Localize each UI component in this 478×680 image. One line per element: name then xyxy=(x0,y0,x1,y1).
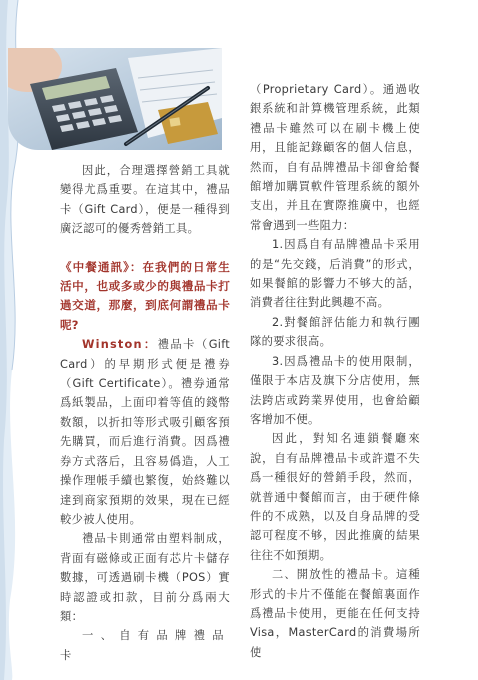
paragraph: （Proprietary Card）。通過收銀系統和計算機管理系統，此類禮品卡雖然可以在刷卡機上使用，且能記錄顧客的個人信息，然而，自有品牌禮品卡卻會給餐館增加購買軟件管理系統的額外支出，并且在實際推廣中，也經常會遇到一些阻力： xyxy=(250,83,420,232)
paragraph: 因此，對知名連鎖餐廳來說，自有品牌禮品卡或許還不失爲一種很好的營銷手段，然而，就普通中餐館而言，由于硬件條件的不成熟，以及自身品牌的受認可程度不够，因此推廣的結果往往不如預期。 xyxy=(250,432,420,562)
answer-text: 禮品卡（Gift Card）的早期形式便是禮券（Gift Certificate）。禮券通常爲紙製品，上面印着等值的錢幣数額，以折扣等形式吸引顧客預先購買，而后進行消費。因爲禮券方式落后，且容易僞造，人工操作理帳手續也繁復，始終難以達到商家預期的效果，現在已經較少被人使用。 xyxy=(60,338,230,526)
list-item: 3.因爲禮品卡的使用限制，僅限于本店及旗下分店使用，無法跨店或跨業界使用，也會給顧客增加不便。 xyxy=(250,354,420,426)
paragraph: 二、開放性的禮品卡。這種形式的卡片不僅能在餐館裏面作爲禮品卡使用，更能在任何支持Visa，MasterCard的消費場所使 xyxy=(250,568,420,659)
calculator-photo-graphic xyxy=(8,48,222,150)
interview-answer xyxy=(60,335,230,529)
paragraph: 因此，合理選擇營銷工具就變得尤爲重要。在這其中，禮品卡（Gift Card），便是一種得到廣泛認可的優秀營銷工具。 xyxy=(60,164,230,236)
section-heading: 一、自有品牌禮品卡 xyxy=(60,629,230,662)
interview-question: 《中餐通訊》：在我們的日常生活中，也或多或少的與禮品卡打過交道，那麼，到底何謂禮品卡呢? xyxy=(60,259,230,332)
paragraph: 禮品卡則通常由塑料制成，背面有磁條或正面有芯片卡儲存數據，可透過刷卡機（POS）實時認證或扣款，目前分爲兩大類： xyxy=(60,532,230,623)
right-column xyxy=(250,80,420,662)
calculator-photo xyxy=(8,48,222,150)
list-item: 1.因爲自有品牌禮品卡采用的是“先交錢，后消費”的形式，如果餐館的影響力不够大的話，消費者往往對此興趣不高。 xyxy=(250,238,420,310)
left-column xyxy=(60,161,230,665)
list-item: 2.對餐館評估能力和執行團隊的要求很高。 xyxy=(250,315,420,349)
speaker-label: Winston： xyxy=(82,338,158,352)
